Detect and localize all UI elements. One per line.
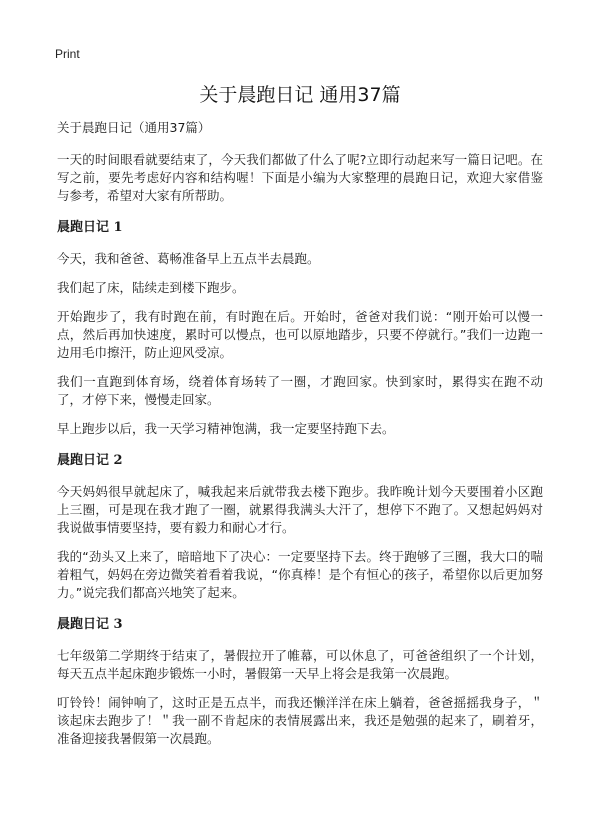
section-1-paragraph-2: 我们起了床，陆续走到楼下跑步。 bbox=[57, 280, 245, 295]
document-subtitle: 关于晨跑日记（通用37篇） bbox=[57, 120, 211, 135]
section-heading-1: 晨跑日记 1 bbox=[57, 220, 123, 235]
print-link[interactable]: Print bbox=[55, 47, 80, 61]
section-2-paragraph-2: 我的“劲头又上来了，暗暗地下了决心：一定要坚持下去。终于跑够了三圈，我大口的喘着粗气，妈妈在旁边微笑着看着我说，“你真棒！是个有恒心的孩子，希望你以后更加努力。”说完我们都高兴地笑了起来。 bbox=[57, 549, 543, 600]
section-3-paragraph-2: 叮铃铃！闹钟响了，这时正是五点半，而我还懒洋洋在床上躺着，爸爸摇摇我身子，＂该起床去跑步了！＂我一副不肯起床的表情展露出来，我还是勉强的起来了，刷着牙，准备迎接我暑假第一次晨跑。 bbox=[57, 695, 543, 746]
section-1-paragraph-3: 开始跑步了，我有时跑在前，有时跑在后。开始时，爸爸对我们说：“刚开始可以慢一点，然后再加快速度，累时可以慢点，也可以原地踏步，只要不停就行。”我们一边跑一边用毛巾擦汗，防止迎风受凉。 bbox=[57, 309, 543, 360]
section-3-paragraph-1: 七年级第二学期终于结束了，暑假拉开了帷幕，可以休息了，可爸爸组织了一个计划，每天五点半起床跑步锻炼一小时，暑假第一天早上将会是我第一次晨跑。 bbox=[57, 648, 543, 681]
section-1-paragraph-5: 早上跑步以后，我一天学习精神饱满，我一定要坚持跑下去。 bbox=[57, 421, 395, 436]
document-title: 关于晨跑日记 通用37篇 bbox=[199, 84, 401, 106]
intro-paragraph: 一天的时间眼看就要结束了，今天我们都做了什么了呢?立即行动起来写一篇日记吧。在写之前，要先考虑好内容和结构喔！下面是小编为大家整理的晨跑日记，欢迎大家借鉴与参考，希望对大家有所帮助。 bbox=[57, 152, 543, 203]
section-heading-3: 晨跑日记 3 bbox=[57, 617, 123, 632]
section-2-paragraph-1: 今天妈妈很早就起床了，喊我起来后就带我去楼下跑步。我昨晚计划今天要围着小区跑上三圈，可是现在我才跑了一圈，就累得我满头大汗了，想停下不跑了。又想起妈妈对我说做事情要坚持，要有毅力和耐心才行。 bbox=[57, 484, 543, 535]
section-1-paragraph-1: 今天，我和爸爸、葛畅准备早上五点半去晨跑。 bbox=[57, 251, 320, 266]
document-body bbox=[57, 119, 543, 759]
section-1-paragraph-4: 我们一直跑到体育场，绕着体育场转了一圈，才跑回家。快到家时，累得实在跑不动了，才停下来，慢慢走回家。 bbox=[57, 374, 543, 407]
section-heading-2: 晨跑日记 2 bbox=[57, 453, 123, 468]
